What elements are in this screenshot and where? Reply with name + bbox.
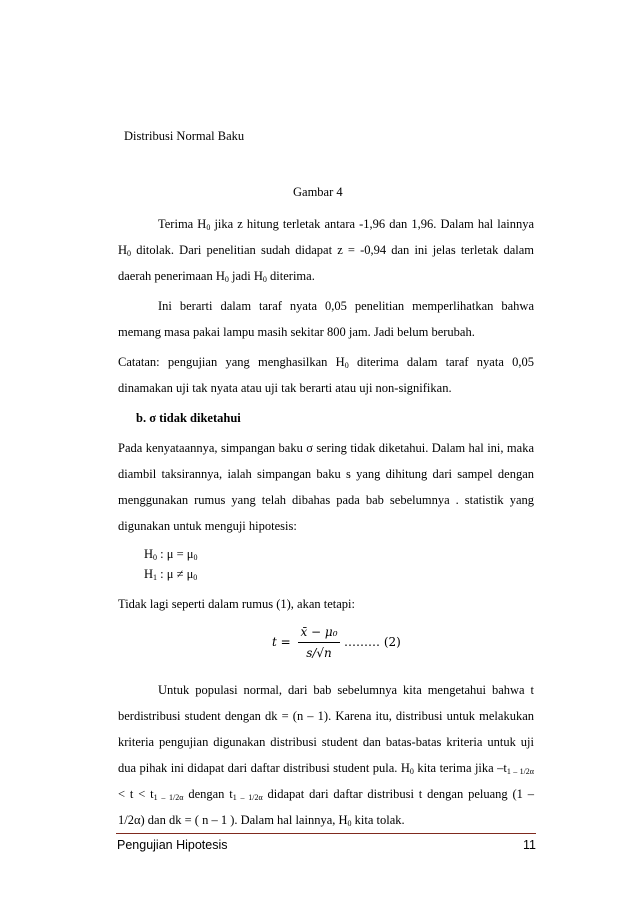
p2-line-1: Ini berarti dalam taraf nyata 0,05 penelitian memperlihatkan bahwa <box>158 299 534 313</box>
footer-page-number: 11 <box>523 838 536 852</box>
p6-line-6: 1/2α) dan dk = ( n – 1 ). Dalam hal lainnya, $H_0$ kita tolak. <box>118 813 405 828</box>
p2-line-2: memang masa pakai lampu masih sekitar 800 jam. Jadi belum berubah. <box>118 325 475 339</box>
p4-line-4: digunakan untuk menguji hipotesis: <box>118 519 297 533</box>
p4-line-3: menggunakan rumus yang telah dibahas pada bab sebelumnya . statistik yang <box>118 493 534 507</box>
caption-distribusi: Distribusi Normal Baku <box>124 129 245 143</box>
p1-line-2: $H_0$ ditolak. Dari penelitian sudah didapat z = -0,94 dan ini jelas terletak dalam <box>118 243 535 258</box>
formula-denominator: s/√n <box>306 646 332 660</box>
p4-line-1: Pada kenyataannya, simpangan baku σ sering tidak diketahui. Dalam hal ini, maka <box>118 441 534 455</box>
footer-rule <box>116 833 536 834</box>
formula-numerator: x̄ − μ₀ <box>300 625 338 639</box>
p3-line-2: dinamakan uji tak nyata atau uji tak berarti atau uji non-signifikan. <box>118 381 452 395</box>
section-heading-b: b. σ tidak diketahui <box>136 411 241 425</box>
formula-fraction-bar <box>298 642 340 643</box>
formula-lhs: t = <box>272 635 291 649</box>
p6-line-3: kriteria pengujian digunakan distribusi student dan batas-batas kriteria untuk uji <box>118 735 534 749</box>
hypothesis-h1: $H_1$ : $\mu \ne \mu_0$ <box>144 567 198 582</box>
figure-label: Gambar 4 <box>293 185 343 199</box>
p6-line-4: dua pihak ini didapat dari daftar distribusi student pula. $H_0$ kita terima jika $-t_{1 - 1/2\alpha}$ <box>118 761 535 776</box>
p6-line-5: < $t < t_{1 - 1/2\alpha}$ dengan $t_{1 - 1/2\alpha}$ didapat dari daftar distribusi t dengan peluang (1 – <box>118 787 535 802</box>
p4-line-2: diambil taksirannya, ialah simpangan baku s yang dihitung dari sampel dengan <box>118 467 534 481</box>
p3-line-1: Catatan: pengujian yang menghasilkan $H_0$ diterima dalam taraf nyata 0,05 <box>118 355 535 370</box>
p5-line: Tidak lagi seperti dalam rumus (1), akan tetapi: <box>118 597 355 611</box>
p6-line-1: Untuk populasi normal, dari bab sebelumnya kita mengetahui bahwa t <box>158 683 534 697</box>
p1-line-3: daerah penerimaan $H_0$ jadi $H_0$ diterima. <box>118 269 315 284</box>
footer-title: Pengujian Hipotesis <box>117 838 228 852</box>
p6-line-2: berdistribusi student dengan dk = (n – 1). Karena itu, distribusi untuk melakukan <box>118 709 534 723</box>
formula-rhs: ……… (2) <box>344 635 401 649</box>
p1-line-1: Terima $H_0$ jika z hitung terletak antara -1,96 dan 1,96. Dalam hal lainnya <box>158 217 535 232</box>
hypothesis-h0: $H_0$ : $\mu = \mu_0$ <box>144 547 198 562</box>
